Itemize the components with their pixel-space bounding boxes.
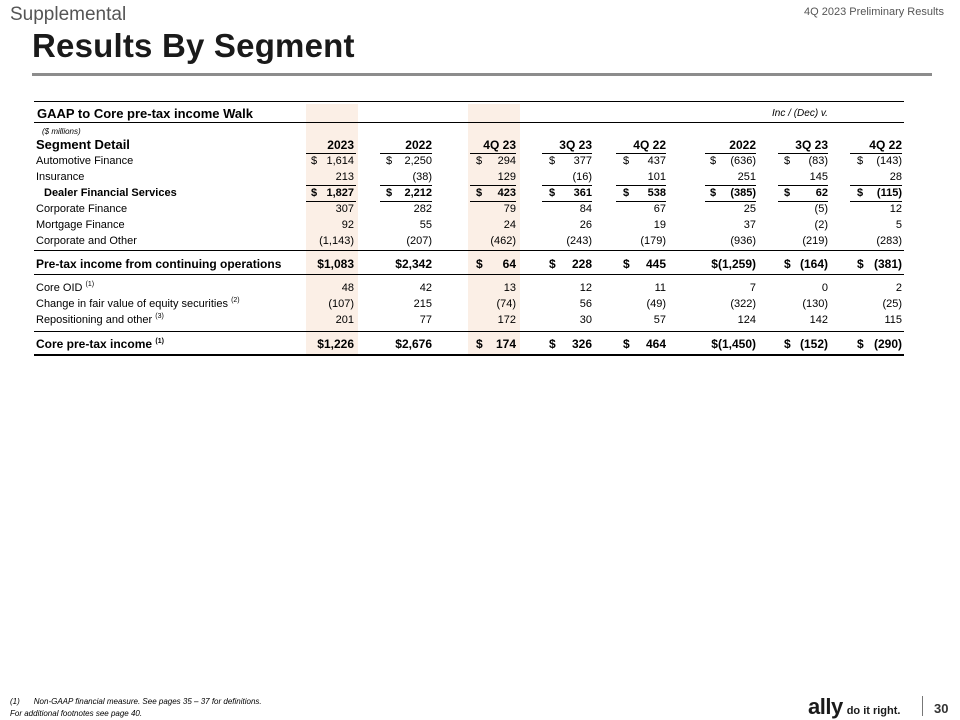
value-3q23: 56: [579, 298, 592, 310]
value-2022: 77: [419, 314, 432, 326]
table-row-equity-fair-value: [0, 296, 960, 312]
value-inc-2022: 7: [749, 282, 756, 294]
logo-word: ally: [808, 694, 843, 719]
row-label: Corporate and Other: [36, 235, 137, 247]
table-caption: GAAP to Core pre-tax income Walk: [37, 106, 253, 121]
value-inc-3q23: (219): [802, 235, 828, 247]
value-2023: 92: [341, 219, 354, 231]
value-2022: (38): [412, 171, 432, 183]
value-inc-4q22: 2: [895, 282, 902, 294]
currency-sign: $: [476, 257, 483, 271]
footnote-1-text: Non-GAAP financial measure. See pages 35 – 37 for definitions.: [33, 697, 262, 706]
value-inc-2022: 37: [743, 219, 756, 231]
value-3q23: 228: [571, 257, 592, 271]
row-label: Corporate Finance: [36, 203, 128, 215]
footnote-ref: (3): [155, 313, 164, 320]
value-3q23: 12: [579, 282, 592, 294]
value-inc-4q22: (143): [876, 155, 902, 167]
currency-sign: $: [857, 257, 864, 271]
currency-sign: $: [311, 187, 318, 199]
section-rule: [34, 274, 904, 275]
value-inc-2022: (636): [730, 155, 756, 167]
value-inc-4q22: 115: [884, 314, 902, 326]
currency-sign: $: [784, 155, 791, 167]
value-2023: 48: [341, 282, 354, 294]
footnote-ref: (1): [155, 338, 164, 345]
value-inc-3q23: 0: [821, 282, 828, 294]
value-inc-4q22: (283): [876, 235, 902, 247]
row-label-text: Core pre-tax income: [36, 337, 153, 351]
currency-sign: $: [549, 155, 556, 167]
value-inc-3q23: 142: [809, 314, 828, 326]
value-4q22: 11: [654, 282, 666, 294]
currency-sign: $: [623, 187, 630, 199]
value-inc-2022: (322): [730, 298, 756, 310]
row-label: [36, 280, 94, 296]
value-inc-4q22: 28: [889, 171, 902, 183]
ally-logo: [808, 694, 900, 720]
table-row-dealer-financial-services: [0, 185, 960, 201]
value-3q23: 326: [571, 337, 592, 351]
value-4q23: 294: [497, 155, 516, 167]
value-4q22: 57: [653, 314, 666, 326]
currency-sign: $: [623, 155, 630, 167]
value-4q23: 129: [497, 171, 516, 183]
section-label: Supplemental: [10, 4, 127, 25]
row-label-text: Core OID: [36, 282, 83, 294]
inc-dec-label: Inc / (Dec) v.: [772, 108, 828, 119]
value-inc-2022: (936): [730, 235, 756, 247]
value-inc-3q23: (2): [814, 219, 828, 231]
value-3q23: 84: [579, 203, 592, 215]
value-4q23: (74): [496, 298, 516, 310]
footnote-ref: (1): [85, 281, 95, 288]
currency-sign: $: [857, 187, 864, 199]
currency-sign: $: [549, 257, 556, 271]
value-4q23: 423: [497, 187, 516, 199]
currency-sign: $: [476, 337, 483, 351]
value-3q23: 377: [573, 155, 592, 167]
value-2023: 201: [335, 314, 354, 326]
value-inc-2022: $(1,259): [711, 257, 756, 271]
table-bottom-rule: [34, 354, 904, 356]
column-header-4q22: 4Q 22: [633, 138, 666, 152]
row-label: [36, 336, 164, 352]
row-label: Mortgage Finance: [36, 219, 125, 231]
row-label-text: Repositioning and other: [36, 314, 153, 326]
value-inc-2022: $(1,450): [711, 337, 756, 351]
currency-sign: $: [784, 257, 791, 271]
row-label: Dealer Financial Services: [44, 187, 177, 199]
column-header-inc-3q23: 3Q 23: [795, 138, 828, 152]
value-2023: 307: [335, 203, 354, 215]
row-label: Automotive Finance: [36, 155, 134, 167]
column-header-3q23: 3Q 23: [559, 138, 592, 152]
row-label: [36, 296, 240, 312]
table-row-pretax-income: [0, 256, 960, 272]
value-3q23: (243): [566, 235, 592, 247]
value-inc-4q22: (381): [873, 257, 902, 271]
currency-sign: $: [623, 337, 630, 351]
value-4q22: (179): [640, 235, 666, 247]
currency-sign: $: [549, 187, 556, 199]
currency-sign: $: [311, 155, 318, 167]
value-4q23: 172: [497, 314, 516, 326]
value-inc-3q23: 145: [809, 171, 828, 183]
row-label-text: Change in fair value of equity securities: [36, 298, 228, 310]
currency-sign: $: [476, 155, 483, 167]
currency-sign: $: [710, 187, 717, 199]
table-row-core-pretax-income: [0, 336, 960, 352]
value-4q22: 445: [645, 257, 666, 271]
value-4q23: 13: [503, 282, 516, 294]
title-rule: [32, 73, 932, 76]
row-label: Insurance: [36, 171, 85, 183]
value-inc-3q23: (130): [802, 298, 828, 310]
column-header-4q23: 4Q 23: [483, 138, 516, 152]
value-2022: 2,250: [404, 155, 432, 167]
value-inc-2022: 25: [743, 203, 756, 215]
value-4q22: 437: [647, 155, 666, 167]
column-header-2023: 2023: [327, 138, 354, 152]
value-3q23: 30: [579, 314, 592, 326]
value-inc-3q23: 62: [815, 187, 828, 199]
value-4q23: (462): [490, 235, 516, 247]
value-inc-2022: 124: [737, 314, 756, 326]
value-inc-4q22: (290): [873, 337, 902, 351]
currency-sign: $: [784, 187, 791, 199]
value-4q22: (49): [646, 298, 666, 310]
value-2023: 1,614: [326, 155, 354, 167]
section-rule: [34, 250, 904, 251]
value-2022: 215: [413, 298, 432, 310]
value-inc-4q22: 5: [895, 219, 902, 231]
row-label: Pre-tax income from continuing operations: [36, 257, 282, 271]
value-2023: (107): [328, 298, 354, 310]
currency-sign: $: [857, 155, 864, 167]
column-header-inc-4q22: 4Q 22: [869, 138, 902, 152]
table-row-corporate-finance: [0, 201, 960, 217]
value-2023: 1,827: [326, 187, 354, 199]
table-top-rule: [34, 101, 904, 102]
column-header-row: [0, 137, 960, 153]
currency-sign: $: [710, 155, 717, 167]
value-4q22: 19: [653, 219, 666, 231]
page-number: 30: [934, 701, 949, 716]
table-row-automotive-finance: [0, 153, 960, 169]
currency-sign: $: [623, 257, 630, 271]
currency-sign: $: [386, 187, 393, 199]
value-inc-3q23: (152): [799, 337, 828, 351]
value-3q23: 26: [579, 219, 592, 231]
value-2022: 55: [419, 219, 432, 231]
table-row-insurance: [0, 169, 960, 185]
value-inc-4q22: (115): [876, 187, 902, 199]
value-4q23: 174: [495, 337, 516, 351]
units-label: ($ millions): [42, 127, 81, 136]
footnote-1: [10, 697, 262, 706]
column-header-inc-2022: 2022: [729, 138, 756, 152]
page-title: Results By Segment: [32, 27, 355, 64]
value-3q23: 361: [573, 187, 592, 199]
value-2022: $2,676: [395, 337, 432, 351]
column-header-segment: Segment Detail: [36, 137, 130, 152]
currency-sign: $: [476, 187, 483, 199]
footnote-ref: (2): [231, 297, 240, 304]
currency-sign: $: [549, 337, 556, 351]
value-4q23: 64: [502, 257, 516, 271]
logo-tagline: do it right.: [846, 705, 901, 717]
value-inc-3q23: (164): [799, 257, 828, 271]
table-row-repositioning: [0, 312, 960, 328]
currency-sign: $: [386, 155, 393, 167]
value-inc-3q23: (5): [814, 203, 828, 215]
value-inc-2022: (385): [730, 187, 756, 199]
footnote-1-number: (1): [10, 697, 20, 706]
value-4q22: 67: [653, 203, 666, 215]
value-4q22: 101: [647, 171, 666, 183]
value-2022: 2,212: [404, 187, 432, 199]
table-header-rule: [34, 122, 904, 123]
value-2022: 42: [419, 282, 432, 294]
table-row-core-oid: [0, 280, 960, 296]
value-4q22: 464: [645, 337, 666, 351]
footnote-2: For additional footnotes see page 40.: [10, 709, 143, 718]
value-inc-4q22: (25): [882, 298, 902, 310]
value-2023: $1,083: [317, 257, 354, 271]
value-inc-4q22: 12: [889, 203, 902, 215]
value-2023: $1,226: [317, 337, 354, 351]
table-row-corporate-and-other: [0, 233, 960, 249]
value-2022: 282: [413, 203, 432, 215]
table-row-mortgage-finance: [0, 217, 960, 233]
value-2023: 213: [335, 171, 354, 183]
value-4q23: 24: [503, 219, 516, 231]
value-2022: $2,342: [395, 257, 432, 271]
value-inc-2022: 251: [737, 171, 756, 183]
value-4q22: 538: [647, 187, 666, 199]
footer-divider: [922, 696, 923, 716]
report-label: 4Q 2023 Preliminary Results: [803, 6, 944, 18]
value-3q23: (16): [572, 171, 592, 183]
column-header-2022: 2022: [405, 138, 432, 152]
value-4q23: 79: [503, 203, 516, 215]
section-rule: [34, 331, 904, 332]
row-label: [36, 312, 164, 328]
currency-sign: $: [857, 337, 864, 351]
value-2023: (1,143): [319, 235, 354, 247]
value-2022: (207): [406, 235, 432, 247]
value-inc-3q23: (83): [808, 155, 828, 167]
currency-sign: $: [784, 337, 791, 351]
